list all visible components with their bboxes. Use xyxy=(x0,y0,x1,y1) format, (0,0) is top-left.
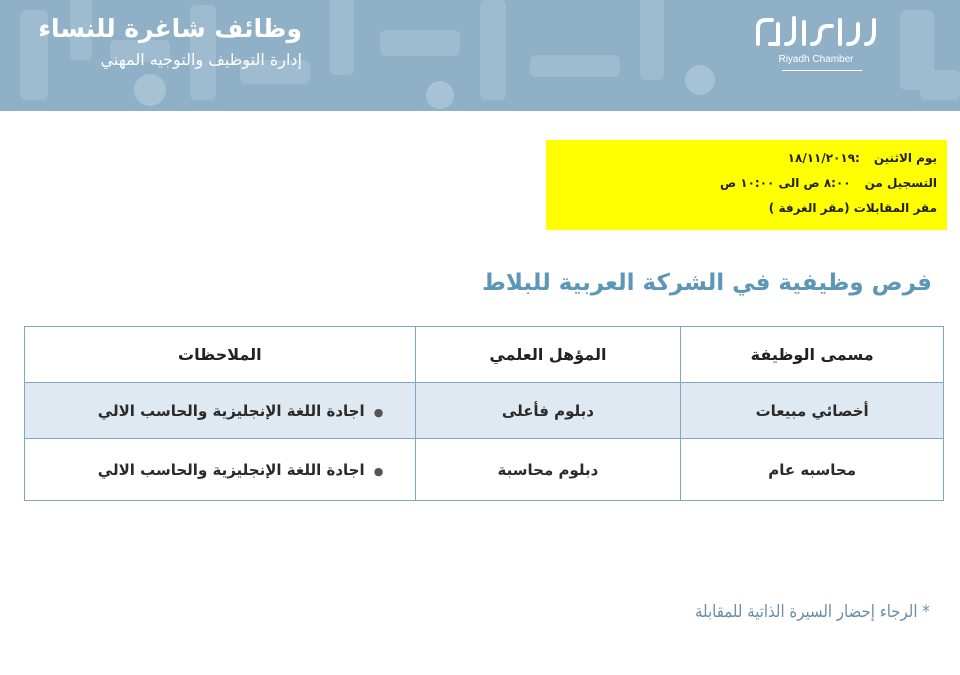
location-line xyxy=(546,200,937,225)
header-banner xyxy=(0,0,960,111)
notes-text: اجادة اللغة الإنجليزية والحاسب الالي xyxy=(97,460,365,479)
day-label: يوم الاثنين xyxy=(873,151,937,165)
banner-title: وظائف شاغرة للنساء xyxy=(38,14,302,43)
riyadh-chamber-logo xyxy=(748,10,884,76)
header-job-title: مسمى الوظيفة xyxy=(681,327,944,383)
qualification-cell: دبلوم محاسبة xyxy=(415,439,681,501)
banner-subtitle: إدارة التوظيف والتوجيه المهني xyxy=(100,50,302,69)
registration-line xyxy=(546,175,937,200)
logo-english-text: Riyadh Chamber xyxy=(778,54,854,65)
interview-date-line xyxy=(546,150,937,175)
bullet-icon: ● xyxy=(373,405,384,419)
cv-footnote: * الرجاء إحضار السيرة الذاتية للمقابلة xyxy=(695,602,930,622)
table-header-row xyxy=(25,327,944,383)
bullet-icon: ● xyxy=(373,464,384,478)
notes-cell xyxy=(25,383,416,439)
table-row xyxy=(25,439,944,501)
interview-date: :١٨/١١/٢٠١٩ xyxy=(787,151,860,165)
notes-cell xyxy=(25,439,416,501)
logo-underline xyxy=(782,70,862,71)
registration-time: ٨:٠٠ ص الى ١٠:٠٠ ص xyxy=(719,176,851,190)
riyadh-chamber-logo-icon xyxy=(748,10,884,54)
table-row xyxy=(25,383,944,439)
company-heading: فرص وظيفية في الشركة العربية للبلاط xyxy=(481,270,932,296)
notes-text: اجادة اللغة الإنجليزية والحاسب الالي xyxy=(97,401,365,420)
header-qualification: المؤهل العلمي xyxy=(415,327,681,383)
interview-info-box xyxy=(546,140,947,230)
job-title-cell: محاسبه عام xyxy=(681,439,944,501)
jobs-table xyxy=(24,326,944,501)
job-title-cell: أخصائي مبيعات xyxy=(681,383,944,439)
qualification-cell: دبلوم فأعلى xyxy=(415,383,681,439)
header-notes: الملاحظات xyxy=(25,327,416,383)
interview-location: مقر المقابلات (مقر الغرفة ) xyxy=(768,201,937,215)
registration-label: التسجيل من xyxy=(864,176,937,190)
